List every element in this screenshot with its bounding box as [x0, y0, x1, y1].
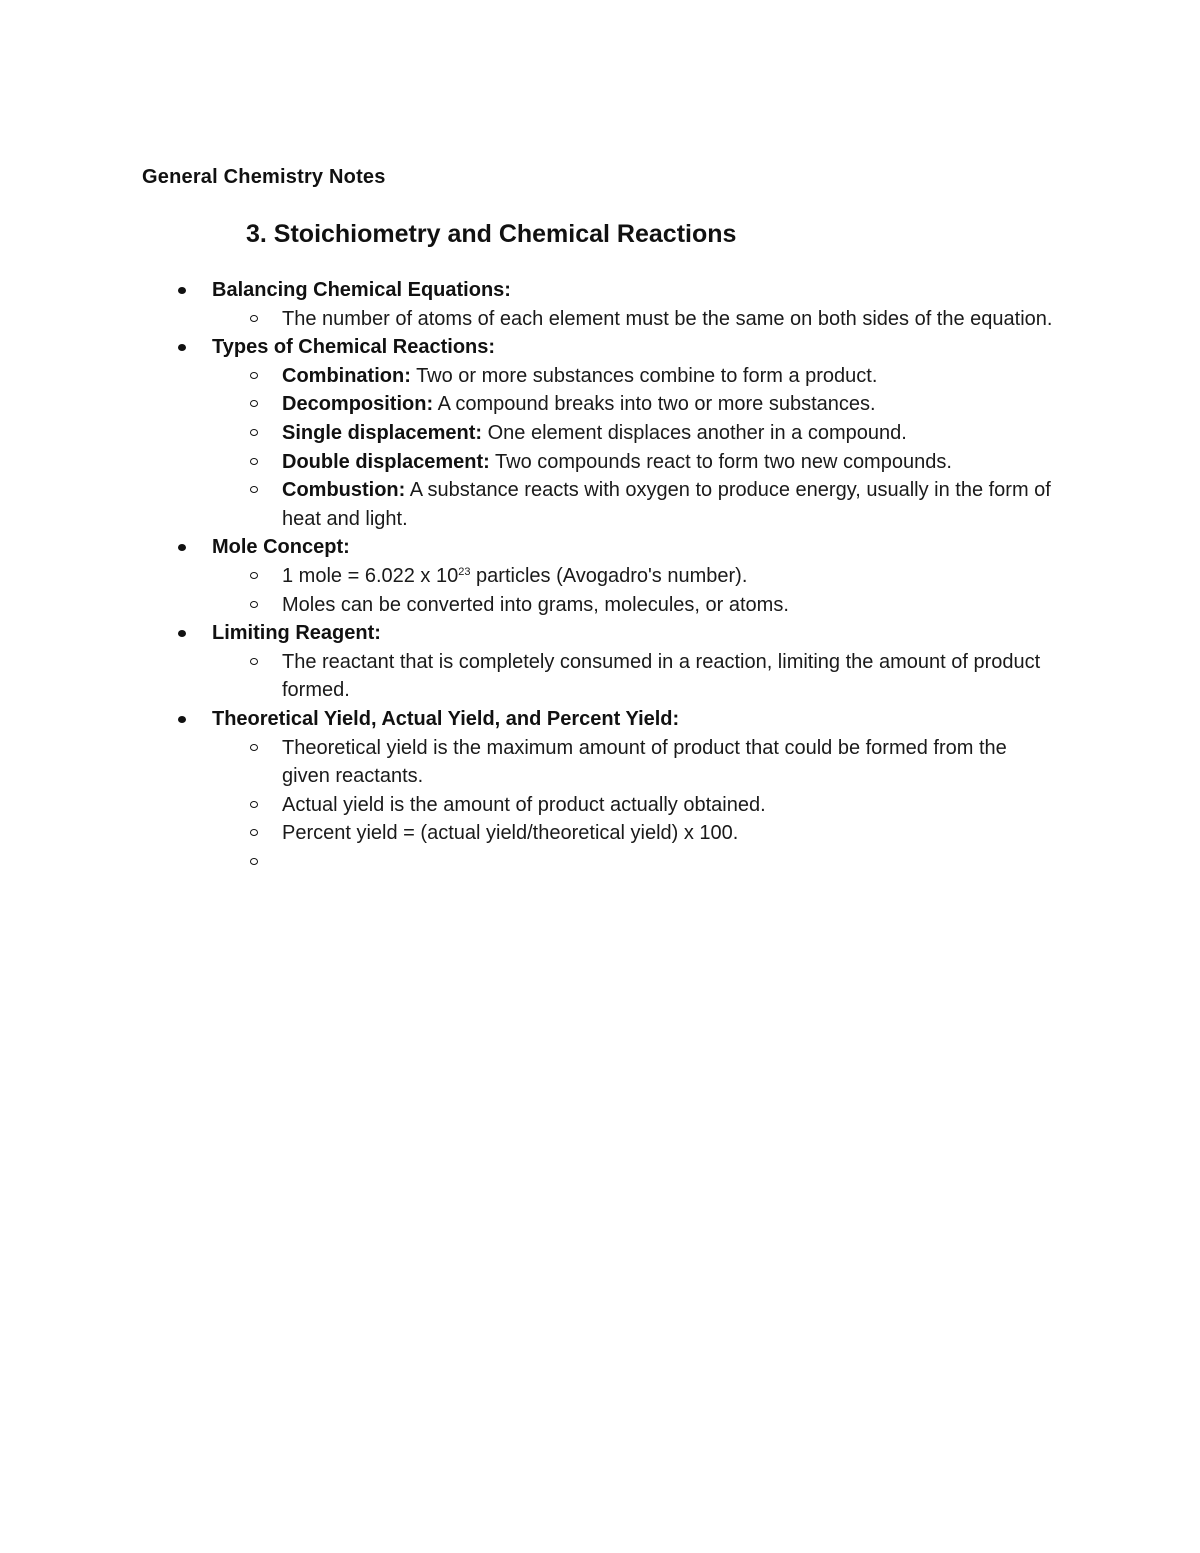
sub-bullet-item — [176, 305, 1056, 334]
bullet-heading: Mole Concept: — [212, 536, 350, 559]
sub-bullet-item — [176, 562, 1056, 591]
notes-outline — [176, 276, 1056, 876]
sub-bullet-term: Single displacement: — [282, 421, 483, 444]
bullet-heading: Theoretical Yield, Actual Yield, and Percent Yield: — [212, 707, 680, 730]
sub-bullet-text: particles (Avogadro's number). — [470, 564, 748, 587]
bullet-item — [176, 533, 1056, 562]
sub-bullet-text: Moles can be converted into grams, molecules, or atoms. — [282, 593, 789, 616]
hollow-bullet-icon — [250, 315, 258, 322]
sub-bullet-item — [176, 362, 1056, 391]
sub-bullet-text: 1 mole = 6.022 x 10 — [282, 564, 459, 587]
bullet-item — [176, 619, 1056, 648]
filled-bullet-icon — [178, 544, 186, 551]
filled-bullet-icon — [178, 716, 186, 723]
sub-bullet-text: Actual yield is the amount of product actually obtained. — [282, 793, 766, 816]
sub-bullet-term: Double displacement: — [282, 450, 490, 473]
filled-bullet-icon — [178, 287, 186, 294]
bullet-item — [176, 276, 1056, 305]
hollow-bullet-icon — [250, 744, 258, 751]
bullet-item — [176, 705, 1056, 734]
document-header: General Chemistry Notes — [142, 166, 386, 188]
sub-bullet-text: Two or more substances combine to form a product. — [410, 364, 878, 387]
sub-bullet-text: The number of atoms of each element must be the same on both sides of the equation. — [282, 307, 1053, 330]
sub-bullet-item — [176, 648, 1056, 705]
hollow-bullet-icon — [250, 801, 258, 808]
sub-bullet-text: Two compounds react to form two new compounds. — [489, 450, 952, 473]
bullet-heading: Balancing Chemical Equations: — [212, 279, 511, 301]
sub-bullet-text: A compound breaks into two or more substances. — [433, 393, 876, 416]
hollow-bullet-icon — [250, 400, 258, 407]
hollow-bullet-icon — [250, 829, 258, 836]
sub-bullet-item — [176, 791, 1056, 820]
hollow-bullet-icon — [250, 458, 258, 465]
filled-bullet-icon — [178, 344, 186, 351]
hollow-bullet-icon — [250, 486, 258, 493]
sub-bullet-item — [176, 390, 1056, 419]
sub-bullet-text: The reactant that is completely consumed in a reaction, limiting the amount of product formed. — [282, 650, 1041, 702]
sub-bullet-item — [176, 448, 1056, 477]
sub-bullet-text — [282, 851, 288, 873]
hollow-bullet-icon — [250, 572, 258, 579]
hollow-bullet-icon — [250, 601, 258, 608]
sub-bullet-text: Percent yield = (actual yield/theoretical yield) x 100. — [282, 822, 739, 845]
superscript-exponent: 23 — [458, 565, 471, 578]
sub-bullet-item — [176, 848, 1056, 877]
sub-bullet-term: Combination: — [282, 364, 411, 387]
sub-bullet-text: A substance reacts with oxygen to produce energy, usually in the form of heat and light. — [282, 479, 1051, 530]
hollow-bullet-icon — [250, 658, 258, 665]
sub-bullet-item — [176, 591, 1056, 620]
sub-bullet-item — [176, 734, 1056, 791]
hollow-bullet-icon — [250, 858, 258, 865]
sub-bullet-text: One element displaces another in a compound. — [482, 421, 907, 444]
sub-bullet-term: Decomposition: — [282, 393, 434, 416]
bullet-heading: Types of Chemical Reactions: — [212, 336, 496, 359]
hollow-bullet-icon — [250, 372, 258, 379]
hollow-bullet-icon — [250, 429, 258, 436]
sub-bullet-term: Combustion: — [282, 479, 406, 502]
sub-bullet-item — [176, 819, 1056, 848]
sub-bullet-text: Theoretical yield is the maximum amount of product that could be formed from the given reactants. — [282, 736, 1007, 788]
filled-bullet-icon — [178, 630, 186, 637]
sub-bullet-item — [176, 476, 1056, 533]
bullet-heading: Limiting Reagent: — [212, 622, 381, 645]
sub-bullet-item — [176, 419, 1056, 448]
bullet-item — [176, 333, 1056, 362]
section-title: 3. Stoichiometry and Chemical Reactions — [246, 220, 737, 248]
